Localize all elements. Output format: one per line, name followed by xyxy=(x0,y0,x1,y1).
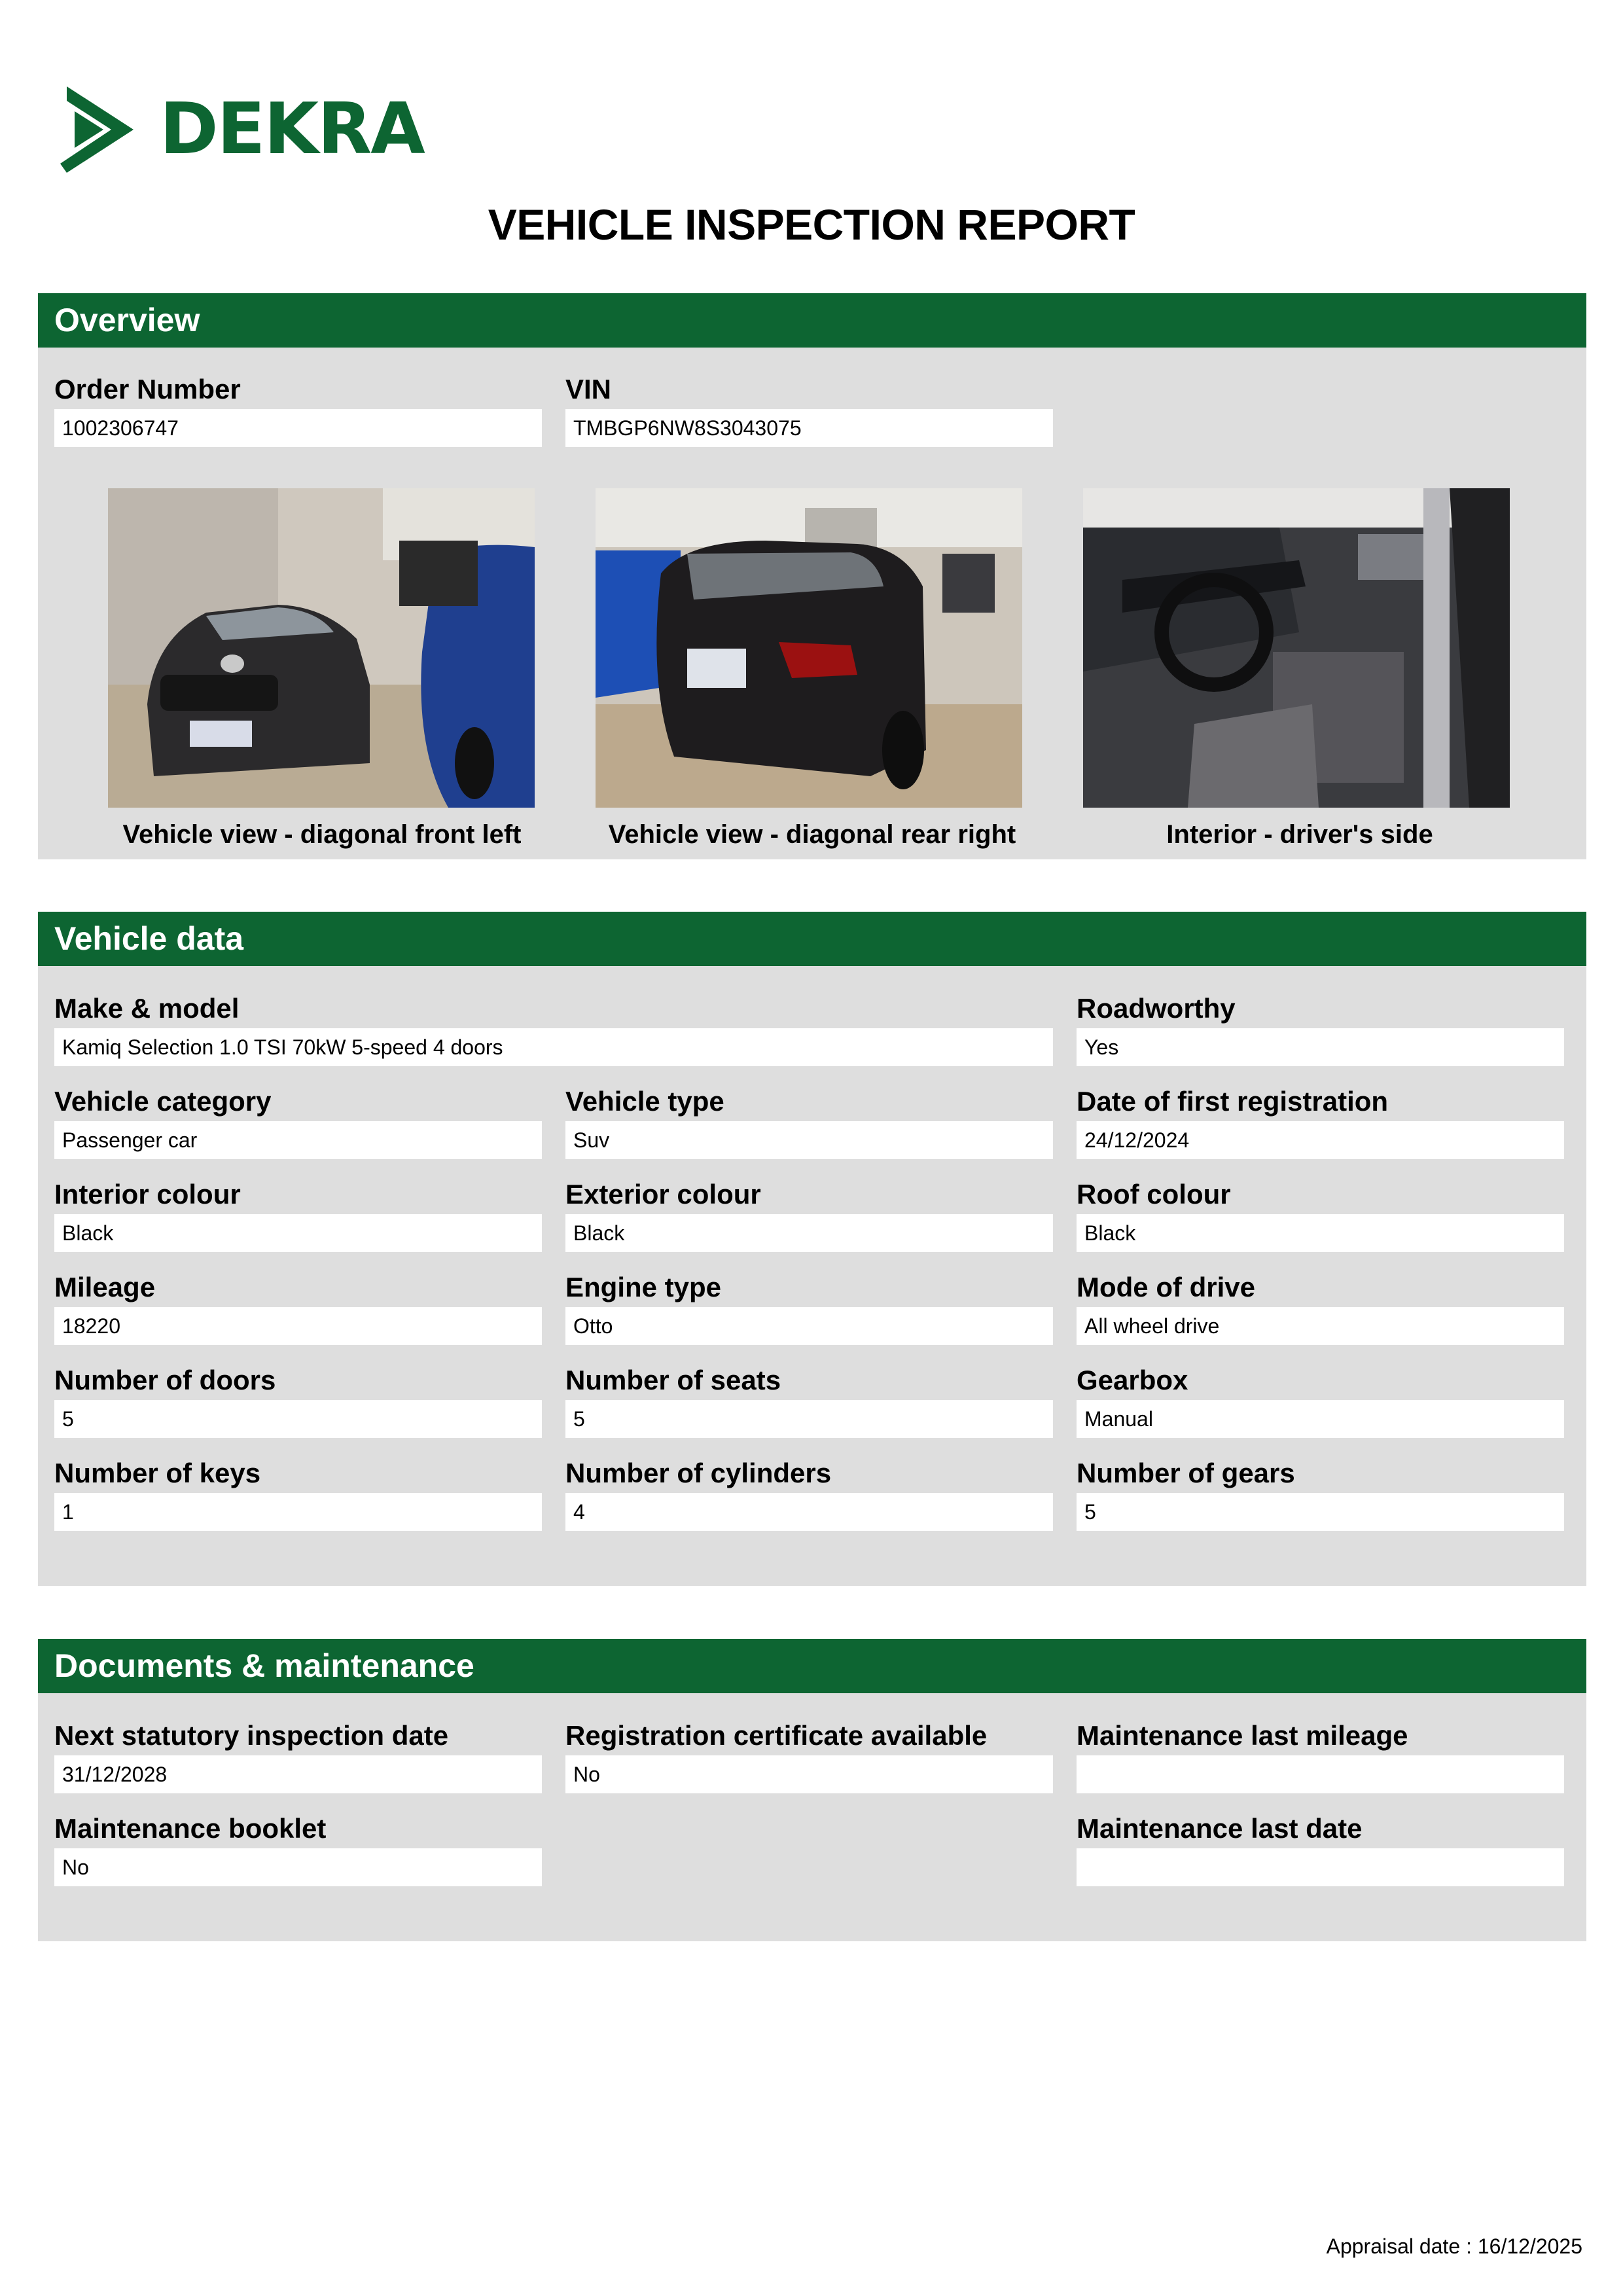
photo-interior-caption: Interior - driver's side xyxy=(1166,820,1433,849)
documents-heading: Documents & maintenance xyxy=(38,1639,1586,1693)
roof-colour-label: Roof colour xyxy=(1077,1179,1231,1210)
gearbox-value: Manual xyxy=(1077,1400,1564,1438)
number-of-keys-value: 1 xyxy=(54,1493,542,1531)
documents-section xyxy=(38,1639,1586,1941)
vehicle-category-label: Vehicle category xyxy=(54,1086,272,1117)
maintenance-last-mileage-value xyxy=(1077,1755,1564,1793)
vehicle-data-heading: Vehicle data xyxy=(38,912,1586,966)
vehicle-category-value: Passenger car xyxy=(54,1121,542,1159)
mileage-label: Mileage xyxy=(54,1272,156,1302)
order-number-value: 1002306747 xyxy=(54,409,542,447)
photo-interior[interactable] xyxy=(1083,488,1510,808)
vin-label: VIN xyxy=(565,374,612,404)
maintenance-booklet-label: Maintenance booklet xyxy=(54,1813,327,1844)
page-title: VEHICLE INSPECTION REPORT xyxy=(488,200,1135,249)
overview-section xyxy=(38,293,1586,859)
maintenance-last-date-label: Maintenance last date xyxy=(1077,1813,1363,1844)
brand-name: DEKRA xyxy=(160,88,424,170)
vin-value: TMBGP6NW8S3043075 xyxy=(565,409,1053,447)
gearbox-label: Gearbox xyxy=(1077,1365,1188,1395)
number-of-keys-label: Number of keys xyxy=(54,1458,261,1488)
make-model-label: Make & model xyxy=(54,993,240,1024)
mileage-value: 18220 xyxy=(54,1307,542,1345)
number-of-seats-label: Number of seats xyxy=(565,1365,781,1395)
dekra-logo-mark-icon xyxy=(60,84,136,175)
exterior-colour-label: Exterior colour xyxy=(565,1179,761,1210)
interior-colour-value: Black xyxy=(54,1214,542,1252)
photo-front-left[interactable] xyxy=(108,488,535,808)
overview-heading: Overview xyxy=(38,293,1586,348)
interior-colour-label: Interior colour xyxy=(54,1179,241,1210)
number-of-doors-label: Number of doors xyxy=(54,1365,276,1395)
mode-of-drive-value: All wheel drive xyxy=(1077,1307,1564,1345)
registration-certificate-label: Registration certificate available xyxy=(565,1720,988,1751)
registration-certificate-value: No xyxy=(565,1755,1053,1793)
mode-of-drive-label: Mode of drive xyxy=(1077,1272,1256,1302)
next-inspection-value: 31/12/2028 xyxy=(54,1755,542,1793)
maintenance-last-mileage-label: Maintenance last mileage xyxy=(1077,1720,1408,1751)
roadworthy-value: Yes xyxy=(1077,1028,1564,1066)
number-of-cylinders-label: Number of cylinders xyxy=(565,1458,832,1488)
exterior-colour-value: Black xyxy=(565,1214,1053,1252)
first-registration-label: Date of first registration xyxy=(1077,1086,1389,1117)
next-inspection-label: Next statutory inspection date xyxy=(54,1720,449,1751)
engine-type-value: Otto xyxy=(565,1307,1053,1345)
roadworthy-label: Roadworthy xyxy=(1077,993,1236,1024)
photo-rear-right[interactable] xyxy=(596,488,1022,808)
dekra-logo xyxy=(60,84,424,175)
appraisal-date: Appraisal date : 16/12/2025 xyxy=(1326,2234,1582,2258)
photo-rear-right-caption: Vehicle view - diagonal rear right xyxy=(608,820,1016,849)
vehicle-type-label: Vehicle type xyxy=(565,1086,724,1117)
number-of-gears-value: 5 xyxy=(1077,1493,1564,1531)
number-of-cylinders-value: 4 xyxy=(565,1493,1053,1531)
roof-colour-value: Black xyxy=(1077,1214,1564,1252)
number-of-gears-label: Number of gears xyxy=(1077,1458,1295,1488)
maintenance-booklet-value: No xyxy=(54,1848,542,1886)
vehicle-data-section xyxy=(38,912,1586,1586)
number-of-doors-value: 5 xyxy=(54,1400,542,1438)
engine-type-label: Engine type xyxy=(565,1272,722,1302)
make-model-value: Kamiq Selection 1.0 TSI 70kW 5-speed 4 doors xyxy=(54,1028,1053,1066)
vehicle-type-value: Suv xyxy=(565,1121,1053,1159)
photo-front-left-caption: Vehicle view - diagonal front left xyxy=(122,820,522,849)
maintenance-last-date-value xyxy=(1077,1848,1564,1886)
first-registration-value: 24/12/2024 xyxy=(1077,1121,1564,1159)
number-of-seats-value: 5 xyxy=(565,1400,1053,1438)
order-number-label: Order Number xyxy=(54,374,241,404)
